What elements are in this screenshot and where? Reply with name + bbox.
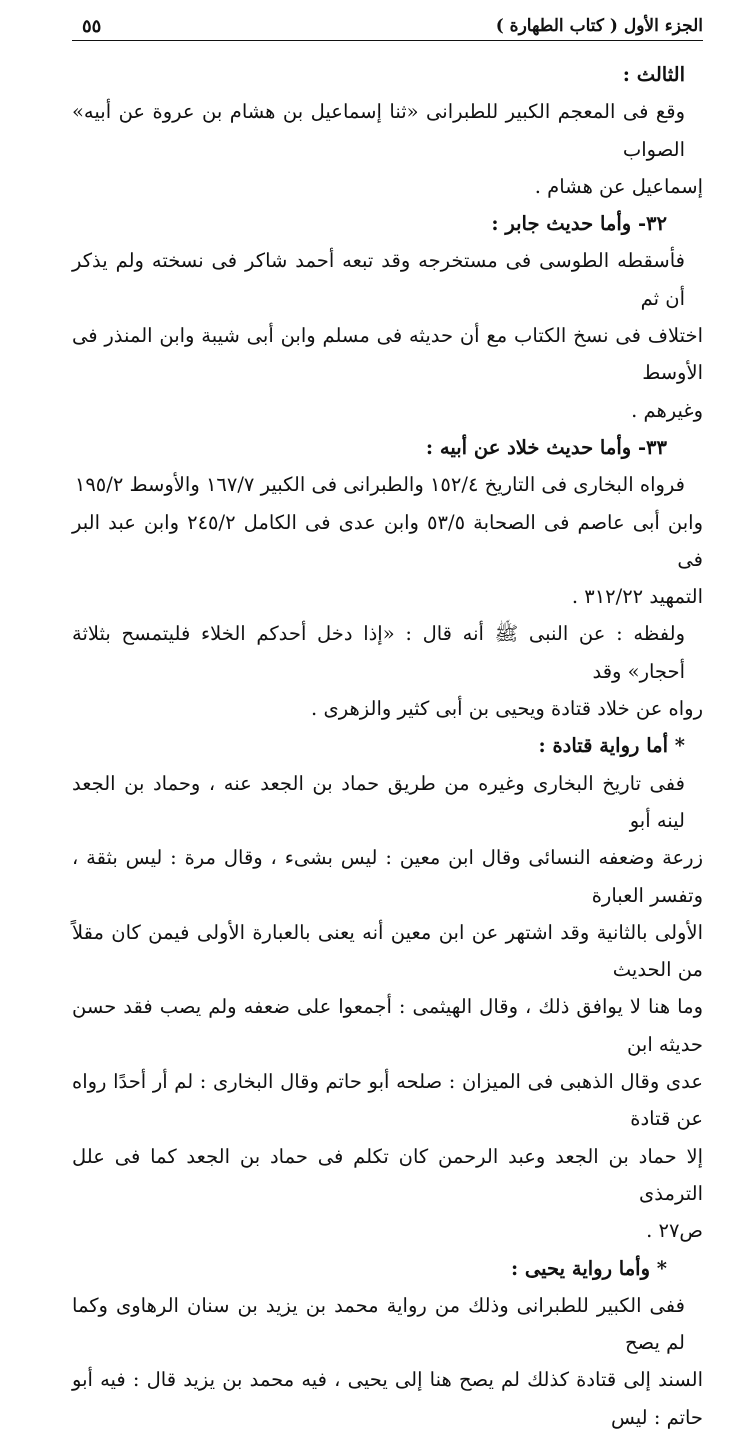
text-line: ولفظه : عن النبى ﷺ أنه قال : «إذا دخل أحدكم الخلاء فليتمسح بثلاثة أحجار» وقد [72,622,685,683]
section-heading: ٣٢- وأما حديث جابر : [491,212,667,236]
text-line: ففى تاريخ البخارى وغيره من طريق حماد بن الجعد عنه ، وحماد بن الجعد لينه أبو [72,771,685,832]
section-heading: * أما رواية قتادة : [538,734,685,758]
text-line: فرواه البخارى فى التاريخ ١٥٢/٤ والطبرانى فى الكبير ١٦٧/٧ والأوسط ١٩٥/٢ [74,473,685,497]
text-line: زرعة وضعفه النسائى وقال ابن معين : ليس بشىء ، وقال مرة : ليس بثقة ، وتفسر العبارة [72,846,703,907]
text-line: وما هنا لا يوافق ذلك ، وقال الهيثمى : أجمعوا على ضعفه ولم يصب فقد حسن حديثه ابن [72,995,703,1056]
text-line: رواه عن خلاد قتادة ويحيى بن أبى كثير والزهرى . [311,697,703,721]
text-line: عدى وقال الذهبى فى الميزان : صلحه أبو حاتم وقال البخارى : لم أر أحدًا رواه عن قتادة [72,1070,703,1131]
section-heading: ٣٣- وأما حديث خلاد عن أبيه : [425,435,667,459]
document-page [72,14,703,1429]
text-line: الأولى بالثانية وقد اشتهر عن ابن معين أنه يعنى بالعبارة الأولى فيمن كان مقلاً من الحديث [72,920,703,982]
section-heading: * وأما رواية يحيى : [510,1256,667,1280]
text-line: إسماعيل عن هشام . [534,174,703,198]
text-line: وغيرهم . [631,398,703,422]
text-line: اختلاف فى نسخ الكتاب مع أن حديثه فى مسلم وابن أبى شيبة وابن المنذر فى الأوسط [72,324,703,385]
text-line: فأسقطه الطوسى فى مستخرجه وقد تبعه أحمد شاكر فى نسخته ولم يذكر أن ثم [72,249,685,310]
text-line: السند إلى قتادة كذلك لم يصح هنا إلى يحيى ، فيه محمد بن يزيد قال : فيه أبو حاتم : ليس [72,1368,703,1429]
section-heading: الثالث : [622,63,685,86]
text-line: إلا حماد بن الجعد وعبد الرحمن كان تكلم فى حماد بن الجعد كما فى علل الترمذى [72,1144,703,1205]
body-text [72,56,703,1436]
text-line: وابن أبى عاصم فى الصحابة ٥٣/٥ وابن عدى فى الكامل ٢٤٥/٢ وابن عبد البر فى [72,510,703,571]
text-line: التمهيد ٣١٢/٢٢ . [571,585,703,609]
page-number: ٥٥ [82,16,102,37]
running-header [72,14,703,41]
header-title: الجزء الأول ( كتاب الطهارة ) [495,16,703,36]
text-line: وقع فى المعجم الكبير للطبرانى «ثنا إسماعيل بن هشام بن عروة عن أبيه» الصواب [72,100,685,161]
text-line: ص٢٧ . [646,1219,703,1243]
text-line: ففى الكبير للطبرانى وذلك من رواية محمد بن يزيد بن سنان الرهاوى وكما لم يصح [72,1293,685,1355]
